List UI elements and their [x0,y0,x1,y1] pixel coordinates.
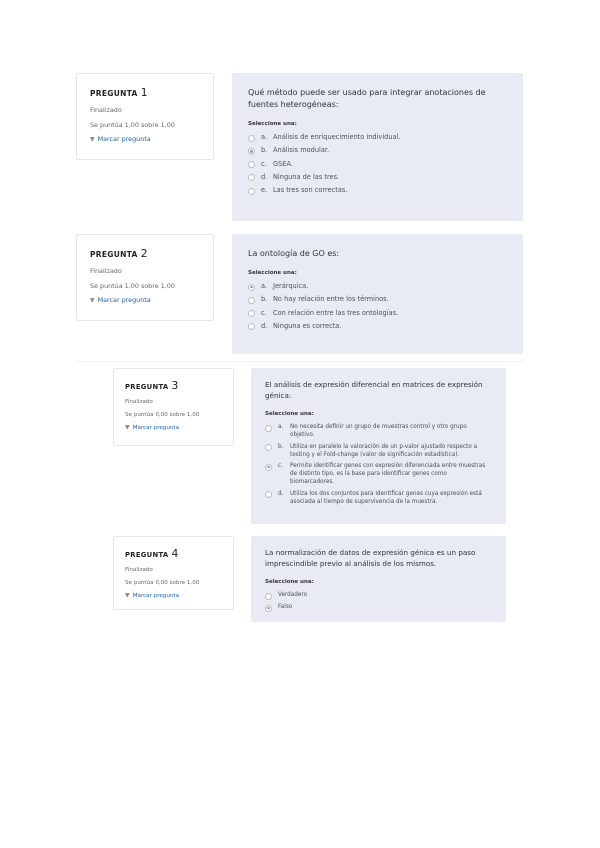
option-letter: b. [261,146,268,155]
option-text: Ninguna de las tres. [273,172,340,181]
option-text: Permite identificar genes con expresión diferenciada entre muestras de distinto tipo, es la base para identificar genes como biomarcadores. [290,463,486,485]
answer-option[interactable] [265,423,492,439]
question-1-score: Se puntúa 1,00 sobre 1,00 [90,121,175,129]
question-2-options [248,282,507,331]
radio-button[interactable] [265,491,272,498]
question-3-info [113,368,234,446]
option-letter: c. [278,463,283,469]
question-1-flag-link[interactable]: ▼ Marcar pregunta [90,135,151,143]
answer-option[interactable] [265,490,492,506]
question-1-info [76,73,214,160]
option-text: Jerárquica. [273,282,309,290]
answer-option[interactable] [248,186,507,195]
option-text: No necesita definir un grupo de muestras control y otro grupo objetivo. [290,424,467,438]
question-2-status: Finalizado [90,267,122,275]
radio-button[interactable] [248,284,255,291]
option-letter: e. [261,186,268,195]
question-4-content [251,536,506,622]
answer-option[interactable] [265,443,492,459]
question-3-status: Finalizado [125,399,153,405]
question-3-score: Se puntúa 0,00 sobre 1,00 [125,412,200,418]
radio-button[interactable] [248,135,255,142]
question-1-text: Qué método puede ser usado para integrar anotaciones de fuentes heterogéneas: [248,88,486,109]
option-letter: d. [261,321,268,330]
question-4-status: Finalizado [125,567,153,573]
question-2-content [232,234,523,354]
option-text: GSEA. [273,159,293,168]
flag-icon: ▼ [125,592,130,599]
radio-button[interactable] [265,605,272,612]
question-1-prompt: Seleccione una: [248,121,297,127]
flag-icon: ▼ [90,297,95,304]
radio-button[interactable] [248,188,255,195]
flag-icon: ▼ [125,424,130,431]
option-text: Las tres son correctas. [273,186,348,195]
option-letter: b. [278,443,284,450]
option-text: Falso [278,604,293,610]
question-4-info [113,536,234,610]
question-1-title: PREGUNTA 1 [90,86,148,99]
radio-button[interactable] [265,593,272,600]
radio-button[interactable] [248,148,255,155]
option-text: No hay relación entre los términos. [273,295,389,304]
option-text: Ninguna es correcta. [273,321,342,330]
question-3-title: PREGUNTA 3 [125,379,179,392]
radio-button[interactable] [248,323,255,330]
answer-option[interactable] [248,133,507,142]
question-2-score: Se puntúa 1,00 sobre 1,00 [90,282,175,290]
question-3-options [265,423,492,506]
option-letter: a. [261,282,268,290]
question-2-flag-link[interactable]: ▼ Marcar pregunta [90,296,151,304]
option-letter: c. [261,308,267,317]
option-text: Verdadero [278,592,308,598]
page-divider [75,361,525,362]
question-3-prompt: Seleccione una: [265,411,314,417]
question-4-score: Se puntúa 0,00 sobre 1,00 [125,580,200,586]
question-2-prompt: Seleccione una: [248,270,297,276]
question-1-content [232,73,523,221]
question-4-title: PREGUNTA 4 [125,547,179,560]
radio-button[interactable] [248,161,255,168]
option-text: Utiliza en paralelo la valoración de un p-valor ajustado respecto a testing y el Fold-change (valor de significación estadística). [290,443,478,458]
radio-button[interactable] [248,310,255,317]
question-1-options [248,133,507,195]
answer-option[interactable] [248,282,507,291]
question-1-status: Finalizado [90,106,122,114]
flag-icon: ▼ [90,136,95,143]
radio-button[interactable] [265,464,272,471]
radio-button[interactable] [265,425,272,432]
radio-button[interactable] [248,174,255,181]
radio-button[interactable] [265,444,272,451]
question-4-text: La normalización de datos de expresión génica es un paso imprescindible previo al análisis de los mismos. [265,548,476,568]
answer-option[interactable] [248,160,507,169]
option-letter: a. [278,424,284,430]
option-letter: d. [278,490,284,497]
answer-option[interactable] [248,295,507,304]
option-letter: a. [261,133,268,141]
answer-option[interactable] [248,322,507,331]
option-text: Utiliza los dos conjuntos para identificar genes cuya expresión está asociada al tiempo de supervivencia de la muestra. [290,490,482,505]
option-letter: c. [261,159,267,168]
answer-option[interactable] [248,173,507,182]
option-text: Análisis modular. [273,146,330,155]
option-text: Con relación entre las tres ontologías. [273,308,399,317]
answer-option[interactable] [265,603,492,612]
radio-button[interactable] [248,297,255,304]
question-4-flag-link[interactable]: ▼ Marcar pregunta [125,592,180,599]
question-2-title: PREGUNTA 2 [90,247,148,260]
question-4-prompt: Seleccione una: [265,579,314,585]
question-2-text: La ontología de GO es: [248,249,340,258]
question-3-text: El análisis de expresión diferencial en matrices de expresión génica: [265,380,483,400]
option-letter: b. [261,295,268,304]
question-3-content [251,368,506,524]
question-2-info [76,234,214,321]
answer-option[interactable] [248,146,507,155]
answer-option[interactable] [248,309,507,318]
question-4-options [265,591,492,612]
question-3-flag-link[interactable]: ▼ Marcar pregunta [125,424,180,431]
option-letter: d. [261,172,268,181]
answer-option[interactable] [265,462,492,486]
option-text: Análisis de enriquecimiento individual. [273,133,401,141]
answer-option[interactable] [265,591,492,600]
